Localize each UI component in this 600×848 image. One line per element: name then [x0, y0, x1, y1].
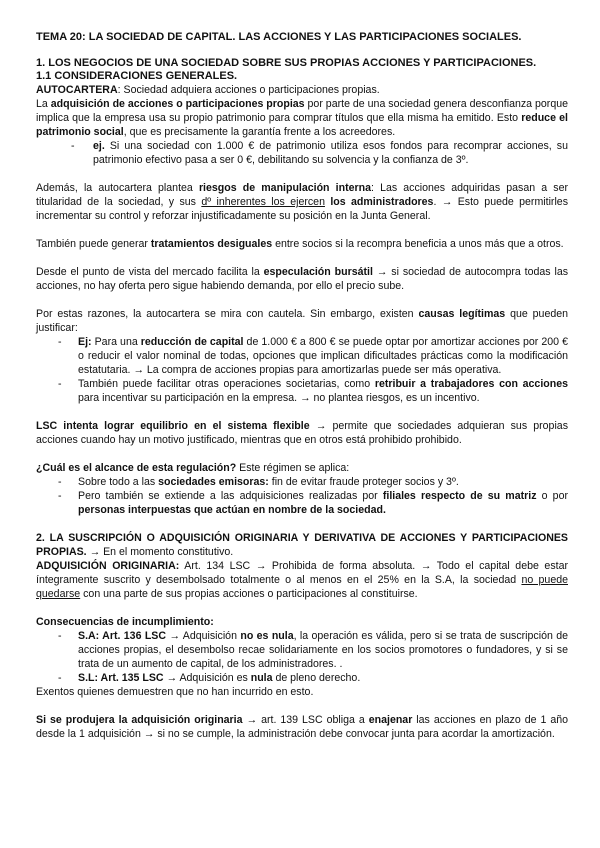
section-1-heading: 1. LOS NEGOCIOS DE UNA SOCIEDAD SOBRE SUS PROPIAS ACCIONES Y PARTICIPACIONES.: [36, 57, 537, 69]
list-item: - S.A: Art. 136 LSC → Adquisición no es nula, la operación es válida, pero si se trata de suscripción de acciones propias, el desembolso recae solidariamente en los socios promotores o fundadores, y si se trata de un aumento de capital, de los administradores. .: [78, 629, 568, 671]
alcance-list: [36, 475, 568, 517]
list-item: - Pero también se extiende a las adquisiciones realizadas por filiales respecto de su matriz o por personas interpuestas que actúan en nombre de la sociedad.: [78, 489, 568, 517]
paragraph-exentos: Exentos quienes demuestren que no han incurrido en esto.: [36, 686, 314, 698]
causas-list: [36, 335, 568, 405]
paragraph-adquisicion-originaria: ADQUISICIÓN ORIGINARIA: Art. 134 LSC → Prohibida de forma absoluta. → Todo el capital debe estar íntegramente suscrito y desembolsado totalmente o al menos en el 25% en la S.A, la sociedad no puede quedarse con una parte de sus propias acciones o participaciones al constituirse.: [36, 560, 568, 600]
document-page: [36, 30, 568, 741]
example-list: [36, 139, 568, 167]
list-item: - También puede facilitar otras operaciones societarias, como retribuir a trabajadores con acciones para incentivar su participación en la empresa. → no plantea riesgos, es un incentivo.: [78, 377, 568, 405]
consecuencias-heading: Consecuencias de incumplimiento:: [36, 616, 214, 628]
autocartera-definition: AUTOCARTERA: Sociedad adquiera acciones o participaciones propias.: [36, 84, 380, 96]
paragraph-alcance: ¿Cuál es el alcance de esta regulación? Este régimen se aplica:: [36, 462, 350, 474]
paragraph-causas: Por estas razones, la autocartera se mira con cautela. Sin embargo, existen causas legítimas que pueden justificar:: [36, 308, 569, 334]
paragraph-especulacion: Desde el punto de vista del mercado facilita la especulación bursátil → si sociedad de autocompra todas las acciones, no hay oferta pero sigue habiendo demanda, por ello el precio sube.: [36, 266, 569, 292]
paragraph-tratamientos: También puede generar tratamientos desiguales entre socios si la recompra beneficia a unos más que a otros.: [36, 238, 564, 250]
consecuencias-list: [36, 629, 568, 685]
list-item: - Ej: Para una reducción de capital de 1.000 € a 800 € se puede optar por amortizar acciones por 200 € o reducir el valor nominal de todas, opciones que implican dificultades prácticas como la modificación estatutaria. → La compra de acciones propias para amortizarlas puede ser más operativa.: [78, 335, 568, 377]
list-item: - ej. Si una sociedad con 1.000 € de patrimonio utiliza esos fondos para recomprar acciones, su patrimonio efectivo pasa a ser 0 €, debilitando su solvencia y la confianza de 3º.: [93, 139, 568, 167]
paragraph-desconfianza: La adquisición de acciones o participaciones propias por parte de una sociedad genera desconfianza porque implica que la empresa usa su propio patrimonio para comprar títulos que ella misma ha emitido. Esto reduce el patrimonio social, que es precisamente la garantía frente a los acreedores.: [36, 98, 568, 138]
list-item: - Sobre todo a las sociedades emisoras: fin de evitar fraude proteger socios y 3º.: [78, 475, 568, 489]
paragraph-lsc: LSC intenta lograr equilibrio en el sistema flexible → permite que sociedades adquieran sus propias acciones cuando hay un motivo justificado, mientras que en otros está prohibido prohibido.: [36, 420, 568, 446]
document-title: TEMA 20: LA SOCIEDAD DE CAPITAL. LAS ACCIONES Y LAS PARTICIPACIONES SOCIALES.: [36, 31, 522, 43]
paragraph-manipulacion: Además, la autocartera plantea riesgos de manipulación interna: Las acciones adquiridas pasan a ser titularidad de la sociedad, y sus dº inherentes los ejercen los administradores. → Esto puede permitirles incrementar su control y reforzar injustificadamente su posición en la Junta General.: [36, 182, 568, 222]
section-2-heading: 2. LA SUSCRIPCIÓN O ADQUISICIÓN ORIGINARIA Y DERIVATIVA DE ACCIONES Y PARTICIPACIONES PROPIAS. → En el momento constitutivo.: [36, 532, 568, 558]
list-item: - S.L: Art. 135 LSC → Adquisición es nula de pleno derecho.: [78, 671, 568, 685]
section-1-1-heading: 1.1 CONSIDERACIONES GENERALES.: [36, 70, 238, 82]
paragraph-enajenar: Si se produjera la adquisición originaria → art. 139 LSC obliga a enajenar las acciones en plazo de 1 año desde la 1 adquisición → si no se cumple, la administración debe convocar junta para acordar la amortización.: [36, 714, 569, 740]
autocartera-label: AUTOCARTERA: [36, 84, 118, 96]
